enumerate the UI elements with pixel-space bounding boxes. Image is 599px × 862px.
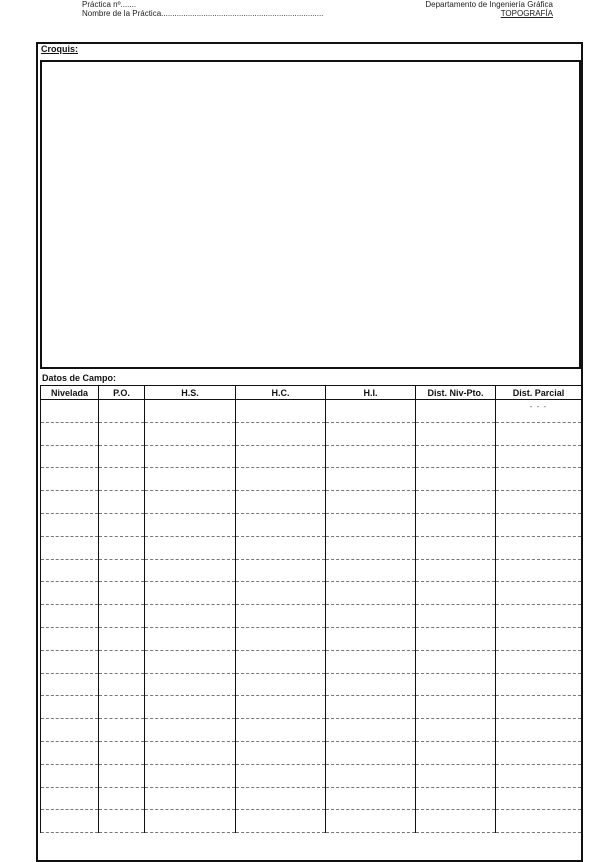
table-cell[interactable] (41, 627, 99, 650)
table-cell[interactable] (326, 400, 416, 423)
field-data-label: Datos de Campo: (42, 373, 117, 383)
table-cell[interactable] (236, 787, 326, 810)
table-cell[interactable] (41, 719, 99, 742)
table-cell[interactable] (496, 787, 582, 810)
table-cell[interactable] (145, 536, 236, 559)
table-cell[interactable] (99, 810, 145, 833)
table-cell[interactable] (496, 741, 582, 764)
table-cell[interactable] (326, 468, 416, 491)
table-cell[interactable] (41, 445, 99, 468)
table-cell[interactable] (416, 491, 496, 514)
table-cell[interactable] (326, 422, 416, 445)
table-cell[interactable] (236, 673, 326, 696)
table-cell[interactable] (416, 536, 496, 559)
table-row (41, 719, 582, 742)
table-cell[interactable] (236, 605, 326, 628)
table-cell[interactable] (99, 696, 145, 719)
table-cell[interactable] (99, 468, 145, 491)
table-cell[interactable] (145, 513, 236, 536)
table-cell[interactable] (416, 673, 496, 696)
table-cell[interactable] (496, 582, 582, 605)
table-row (41, 445, 582, 468)
table-cell[interactable] (416, 605, 496, 628)
table-cell[interactable] (41, 582, 99, 605)
table-cell[interactable] (41, 400, 99, 423)
table-cell[interactable] (145, 445, 236, 468)
field-data-body (41, 400, 582, 833)
table-cell[interactable] (236, 719, 326, 742)
table-cell[interactable] (236, 422, 326, 445)
table-cell[interactable] (145, 673, 236, 696)
table-cell[interactable] (41, 559, 99, 582)
table-cell[interactable] (145, 422, 236, 445)
table-cell[interactable] (145, 741, 236, 764)
table-cell[interactable] (145, 764, 236, 787)
practice-number-field[interactable]: Práctica nº....... (82, 0, 137, 9)
table-cell[interactable] (99, 491, 145, 514)
table-cell[interactable] (326, 810, 416, 833)
table-cell[interactable] (145, 582, 236, 605)
table-cell[interactable] (496, 627, 582, 650)
table-cell[interactable] (41, 764, 99, 787)
table-cell[interactable] (236, 513, 326, 536)
table-cell[interactable] (496, 719, 582, 742)
table-cell[interactable] (145, 559, 236, 582)
table-cell[interactable] (41, 491, 99, 514)
table-cell[interactable] (41, 422, 99, 445)
table-cell[interactable] (416, 400, 496, 423)
table-cell[interactable] (326, 536, 416, 559)
table-cell[interactable] (496, 491, 582, 514)
table-cell[interactable] (416, 741, 496, 764)
table-cell[interactable] (99, 445, 145, 468)
table-cell[interactable] (99, 741, 145, 764)
table-cell[interactable] (99, 673, 145, 696)
table-cell[interactable] (416, 468, 496, 491)
table-cell[interactable] (145, 650, 236, 673)
table-cell[interactable] (326, 513, 416, 536)
table-cell[interactable] (236, 559, 326, 582)
table-row (41, 673, 582, 696)
table-cell[interactable] (416, 559, 496, 582)
table-cell[interactable] (99, 764, 145, 787)
table-row (41, 582, 582, 605)
table-cell[interactable] (326, 673, 416, 696)
table-row (41, 650, 582, 673)
partial-distance-mark: - - - (529, 402, 548, 411)
table-cell[interactable] (236, 468, 326, 491)
table-cell[interactable] (416, 445, 496, 468)
table-cell[interactable] (99, 627, 145, 650)
table-row (41, 741, 582, 764)
table-cell[interactable] (326, 491, 416, 514)
table-cell[interactable] (496, 673, 582, 696)
table-cell[interactable] (99, 422, 145, 445)
table-cell[interactable] (496, 605, 582, 628)
table-cell[interactable] (236, 764, 326, 787)
column-header-hs: H.S. (145, 386, 236, 400)
table-cell[interactable] (236, 810, 326, 833)
table-cell[interactable] (496, 650, 582, 673)
table-cell[interactable] (496, 810, 582, 833)
table-cell[interactable] (99, 650, 145, 673)
table-cell[interactable] (416, 810, 496, 833)
croquis-label: Croquis: (41, 44, 78, 54)
table-cell[interactable] (99, 719, 145, 742)
table-row (41, 764, 582, 787)
table-cell[interactable] (326, 650, 416, 673)
table-cell[interactable] (145, 400, 236, 423)
table-cell[interactable] (496, 400, 582, 423)
table-row (41, 468, 582, 491)
table-cell[interactable] (496, 468, 582, 491)
table-cell[interactable] (326, 764, 416, 787)
table-cell[interactable] (145, 605, 236, 628)
table-cell[interactable] (41, 787, 99, 810)
column-header-nivelada: Nivelada (41, 386, 99, 400)
table-cell[interactable] (326, 627, 416, 650)
table-row (41, 491, 582, 514)
table-row (41, 605, 582, 628)
table-cell[interactable] (145, 627, 236, 650)
table-cell[interactable] (145, 696, 236, 719)
table-cell[interactable] (99, 582, 145, 605)
table-cell[interactable] (41, 536, 99, 559)
table-cell[interactable] (326, 719, 416, 742)
table-cell[interactable] (41, 468, 99, 491)
table-cell[interactable] (99, 400, 145, 423)
table-cell[interactable] (99, 513, 145, 536)
table-row (41, 810, 582, 833)
table-cell[interactable] (41, 673, 99, 696)
table-cell[interactable] (41, 513, 99, 536)
table-cell[interactable] (236, 400, 326, 423)
table-row (41, 400, 582, 423)
table-cell[interactable] (496, 696, 582, 719)
practice-header-left (82, 0, 323, 18)
table-cell[interactable] (416, 422, 496, 445)
table-cell[interactable] (496, 559, 582, 582)
table-cell[interactable] (145, 719, 236, 742)
column-header-dist-niv-pto: Dist. Niv-Pto. (416, 386, 496, 400)
table-row (41, 422, 582, 445)
table-row (41, 787, 582, 810)
table-cell[interactable] (41, 650, 99, 673)
table-cell[interactable] (236, 536, 326, 559)
table-cell[interactable] (496, 422, 582, 445)
table-cell[interactable] (236, 696, 326, 719)
table-cell[interactable] (326, 787, 416, 810)
department-name: Departamento de Ingeniería Gráfica (425, 0, 553, 9)
table-row (41, 513, 582, 536)
table-cell[interactable] (416, 627, 496, 650)
table-cell[interactable] (99, 787, 145, 810)
table-cell[interactable] (326, 445, 416, 468)
table-cell[interactable] (145, 787, 236, 810)
table-cell[interactable] (99, 536, 145, 559)
table-cell[interactable] (416, 719, 496, 742)
table-cell[interactable] (236, 491, 326, 514)
table-cell[interactable] (236, 627, 326, 650)
croquis-sketch-area[interactable] (40, 60, 581, 369)
table-cell[interactable] (416, 650, 496, 673)
table-cell[interactable] (236, 650, 326, 673)
column-header-hi: H.I. (326, 386, 416, 400)
table-cell[interactable] (326, 559, 416, 582)
table-cell[interactable] (326, 741, 416, 764)
table-cell[interactable] (496, 445, 582, 468)
table-cell[interactable] (496, 513, 582, 536)
table-cell[interactable] (416, 513, 496, 536)
table-cell[interactable] (236, 741, 326, 764)
table-cell[interactable] (99, 559, 145, 582)
table-cell[interactable] (416, 582, 496, 605)
table-header-row (41, 386, 582, 400)
table-cell[interactable] (416, 764, 496, 787)
table-cell[interactable] (41, 810, 99, 833)
practice-name-field[interactable]: Nombre de la Práctica......................................................................... (82, 9, 324, 18)
table-cell[interactable] (326, 582, 416, 605)
subject-title: TOPOGRAFÍA (500, 9, 553, 18)
table-row (41, 696, 582, 719)
table-row (41, 559, 582, 582)
column-header-hc: H.C. (236, 386, 326, 400)
department-header-right (425, 0, 553, 18)
table-cell[interactable] (496, 536, 582, 559)
table-cell[interactable] (99, 605, 145, 628)
table-cell[interactable] (236, 445, 326, 468)
table-cell[interactable] (496, 764, 582, 787)
table-cell[interactable] (326, 696, 416, 719)
table-row (41, 536, 582, 559)
table-cell[interactable] (41, 696, 99, 719)
table-cell[interactable] (326, 605, 416, 628)
table-cell[interactable] (145, 491, 236, 514)
table-cell[interactable] (416, 787, 496, 810)
column-header-po: P.O. (99, 386, 145, 400)
table-cell[interactable] (236, 582, 326, 605)
table-cell[interactable] (416, 696, 496, 719)
table-cell[interactable] (41, 605, 99, 628)
table-cell[interactable] (145, 810, 236, 833)
table-cell[interactable] (145, 468, 236, 491)
table-row (41, 627, 582, 650)
field-data-table (40, 385, 582, 833)
table-cell[interactable] (41, 741, 99, 764)
column-header-dist-parcial: Dist. Parcial (496, 386, 582, 400)
